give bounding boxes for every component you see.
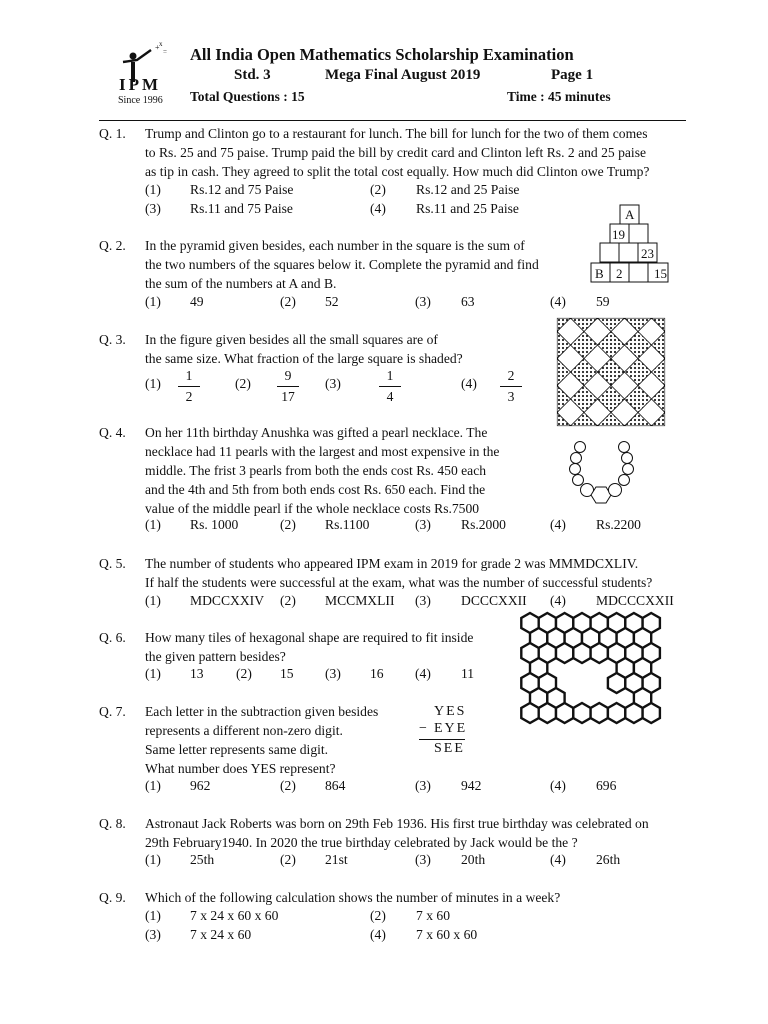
question-line: Same letter represents same digit. bbox=[145, 742, 329, 757]
option-text: MDCCXXIV bbox=[190, 593, 265, 608]
numerator: 2 bbox=[507, 368, 515, 383]
hexagon-tile bbox=[591, 703, 608, 723]
option-text: MDCCCXXII bbox=[596, 593, 674, 608]
question-line: Each letter in the subtraction given besides bbox=[145, 704, 379, 719]
option-number: (2) bbox=[280, 852, 296, 867]
std-label: Std. 3 bbox=[234, 67, 271, 83]
question-line: The number of students who appeared IPM exam in 2019 for grade 2 was MMMDCXLIV. bbox=[145, 556, 639, 571]
question-line: value of the middle pearl if the whole necklace costs Rs.7500 bbox=[145, 501, 480, 516]
option-number: (4) bbox=[550, 852, 566, 867]
fraction bbox=[500, 368, 522, 405]
exam-label: Mega Final August 2019 bbox=[325, 67, 481, 83]
logo-since: Since 1996 bbox=[118, 95, 163, 106]
question-line: middle. The frist 3 pearls from both the ends cost Rs. 450 each bbox=[145, 463, 487, 478]
option-text: MCCMXLII bbox=[325, 593, 395, 608]
option-text: Rs.2200 bbox=[596, 517, 641, 532]
numerator: 9 bbox=[284, 368, 292, 383]
question-number: Q. 3. bbox=[99, 332, 126, 347]
option-text: Rs.2000 bbox=[461, 517, 506, 532]
question-line: and the 4th and 5th from both ends cost Rs. 650 each. Find the bbox=[145, 482, 486, 497]
question-line: What number does YES represent? bbox=[145, 761, 336, 776]
question-number: Q. 4. bbox=[99, 425, 126, 440]
option-number: (4) bbox=[415, 666, 431, 681]
question-line: Which of the following calculation shows the number of minutes in a week? bbox=[145, 890, 561, 905]
option-number: (4) bbox=[461, 376, 477, 391]
question-line: the same size. What fraction of the large square is shaded? bbox=[145, 351, 463, 366]
option-number: (2) bbox=[280, 593, 296, 608]
option-text: 20th bbox=[461, 852, 486, 867]
option-text: 52 bbox=[325, 294, 339, 309]
option-text: Rs. 1000 bbox=[190, 517, 239, 532]
option-number: (1) bbox=[145, 294, 161, 309]
option-number: (1) bbox=[145, 908, 161, 923]
question-line: represents a different non-zero digit. bbox=[145, 723, 343, 738]
fraction bbox=[379, 368, 401, 405]
option-text: 7 x 60 x 60 bbox=[416, 927, 478, 942]
subtraction-result: SEE bbox=[434, 741, 465, 756]
question-line: the sum of the numbers at A and B. bbox=[145, 276, 337, 291]
option-text: Rs.12 and 75 Paise bbox=[190, 182, 294, 197]
option-number: (1) bbox=[145, 182, 161, 197]
option-number: (4) bbox=[370, 927, 386, 942]
pyramid-15: 15 bbox=[654, 266, 667, 281]
hexagon-tile bbox=[556, 643, 573, 663]
option-number: (3) bbox=[415, 593, 431, 608]
option-number: (3) bbox=[145, 927, 161, 942]
question-number: Q. 8. bbox=[99, 816, 126, 831]
question-line: Astronaut Jack Roberts was born on 29th Feb 1936. His first true birthday was celebrated on bbox=[145, 816, 649, 831]
numerator: 1 bbox=[386, 368, 394, 383]
svg-text:+: + bbox=[155, 43, 160, 52]
option-number: (2) bbox=[235, 376, 251, 391]
option-number: (2) bbox=[280, 778, 296, 793]
option-text: Rs.1100 bbox=[325, 517, 370, 532]
question-number: Q. 6. bbox=[99, 630, 126, 645]
hexagon-tile bbox=[539, 703, 556, 723]
option-text: 942 bbox=[461, 778, 482, 793]
denominator: 17 bbox=[281, 389, 295, 404]
option-number: (1) bbox=[145, 376, 161, 391]
pyramid-23: 23 bbox=[641, 246, 654, 261]
option-number: (4) bbox=[550, 517, 566, 532]
fraction bbox=[277, 368, 299, 405]
option-text: 63 bbox=[461, 294, 475, 309]
option-text: 49 bbox=[190, 294, 204, 309]
option-number: (4) bbox=[550, 294, 566, 309]
option-number: (1) bbox=[145, 593, 161, 608]
option-text: DCCCXXII bbox=[461, 593, 527, 608]
option-text: Rs.11 and 75 Paise bbox=[190, 201, 293, 216]
option-number: (1) bbox=[145, 666, 161, 681]
subtraction-minus: − bbox=[419, 721, 427, 736]
shaded-square-figure bbox=[557, 318, 665, 426]
question-line: the two numbers of the squares below it. Complete the pyramid and find bbox=[145, 257, 539, 272]
hexagon-tile bbox=[573, 703, 590, 723]
svg-text:x: x bbox=[159, 40, 163, 48]
hexagon-tile bbox=[591, 643, 608, 663]
pearl-necklace-figure bbox=[566, 437, 642, 505]
hexagon-tile bbox=[556, 703, 573, 723]
option-number: (1) bbox=[145, 852, 161, 867]
option-number: (3) bbox=[415, 852, 431, 867]
option-text: 13 bbox=[190, 666, 204, 681]
option-text: 962 bbox=[190, 778, 211, 793]
hexagon-tile bbox=[608, 703, 625, 723]
option-text: 15 bbox=[280, 666, 294, 681]
denominator: 4 bbox=[386, 389, 394, 404]
option-text: 7 x 24 x 60 bbox=[190, 927, 252, 942]
option-number: (2) bbox=[236, 666, 252, 681]
question-line: On her 11th birthday Anushka was gifted a pearl necklace. The bbox=[145, 425, 488, 440]
numerator: 1 bbox=[185, 368, 193, 383]
question-line: Trump and Clinton go to a restaurant for lunch. The bill for lunch for the two of them comes bbox=[145, 126, 648, 141]
hexagon-tile bbox=[625, 703, 642, 723]
question-line: necklace had 11 pearls with the largest and most expensive in the bbox=[145, 444, 500, 459]
time-label: Time : 45 minutes bbox=[507, 89, 611, 104]
pyramid-a: A bbox=[625, 207, 635, 222]
question-line: In the pyramid given besides, each number in the square is the sum of bbox=[145, 238, 525, 253]
question-line: In the figure given besides all the small squares are of bbox=[145, 332, 438, 347]
pyramid-2: 2 bbox=[616, 266, 623, 281]
option-text: 16 bbox=[370, 666, 384, 681]
option-number: (3) bbox=[145, 201, 161, 216]
question-number: Q. 9. bbox=[99, 890, 126, 905]
option-number: (3) bbox=[325, 666, 341, 681]
question-line: If half the students were successful at the exam, what was the number of successful students? bbox=[145, 575, 653, 590]
option-number: (4) bbox=[550, 778, 566, 793]
option-text: Rs.12 and 25 Paise bbox=[416, 182, 520, 197]
denominator: 2 bbox=[185, 389, 193, 404]
option-number: (2) bbox=[370, 182, 386, 197]
question-number: Q. 7. bbox=[99, 704, 126, 719]
option-text: 59 bbox=[596, 294, 610, 309]
hexagon-tile bbox=[573, 643, 590, 663]
question-number: Q. 2. bbox=[99, 238, 126, 253]
total-questions: Total Questions : 15 bbox=[190, 89, 305, 104]
option-text: 696 bbox=[596, 778, 617, 793]
subtraction-top: YES bbox=[434, 704, 467, 719]
option-text: 21st bbox=[325, 852, 348, 867]
hexagon-pattern-figure bbox=[520, 612, 680, 732]
option-number: (2) bbox=[280, 294, 296, 309]
option-text: 7 x 24 x 60 x 60 bbox=[190, 908, 279, 923]
question-number: Q. 1. bbox=[99, 126, 126, 141]
question-line: to Rs. 25 and 75 paise. Trump paid the bill by credit card and Clinton left Rs. 2 and 25 paise bbox=[145, 145, 647, 160]
option-number: (1) bbox=[145, 778, 161, 793]
question-line: 29th February1940. In 2020 the true birthday celebrated by Jack would be the ? bbox=[145, 835, 578, 850]
option-number: (3) bbox=[415, 517, 431, 532]
exam-title: All India Open Mathematics Scholarship Examination bbox=[190, 45, 574, 64]
page-label: Page 1 bbox=[551, 67, 594, 83]
pyramid-19: 19 bbox=[612, 227, 625, 242]
option-number: (4) bbox=[370, 201, 386, 216]
option-text: 11 bbox=[461, 666, 475, 681]
pyramid-b: B bbox=[595, 266, 604, 281]
option-text: 26th bbox=[596, 852, 621, 867]
subtraction-rule bbox=[419, 739, 465, 740]
question-line: the given pattern besides? bbox=[145, 649, 286, 664]
option-number: (1) bbox=[145, 517, 161, 532]
option-text: Rs.11 and 25 Paise bbox=[416, 201, 519, 216]
fraction bbox=[178, 368, 200, 405]
question-number: Q. 5. bbox=[99, 556, 126, 571]
question-line: as tip in cash. They agreed to split the total cost equally. How much did Clinton owe Trump? bbox=[145, 164, 650, 179]
logo-text: IPM bbox=[119, 75, 162, 94]
option-number: (3) bbox=[415, 294, 431, 309]
option-number: (4) bbox=[550, 593, 566, 608]
denominator: 3 bbox=[507, 389, 515, 404]
option-text: 7 x 60 bbox=[416, 908, 450, 923]
option-text: 25th bbox=[190, 852, 215, 867]
header-rule bbox=[99, 120, 686, 121]
option-number: (3) bbox=[415, 778, 431, 793]
option-number: (2) bbox=[280, 517, 296, 532]
hexagon-tile bbox=[608, 673, 625, 693]
subtraction-second: EYE bbox=[434, 721, 468, 736]
number-pyramid bbox=[590, 204, 674, 286]
option-number: (3) bbox=[325, 376, 341, 391]
hexagon-tile bbox=[643, 703, 660, 723]
svg-text:=: = bbox=[163, 48, 167, 56]
option-number: (2) bbox=[370, 908, 386, 923]
hexagon-tile bbox=[521, 703, 538, 723]
question-line: How many tiles of hexagonal shape are required to fit inside bbox=[145, 630, 474, 645]
option-text: 864 bbox=[325, 778, 346, 793]
